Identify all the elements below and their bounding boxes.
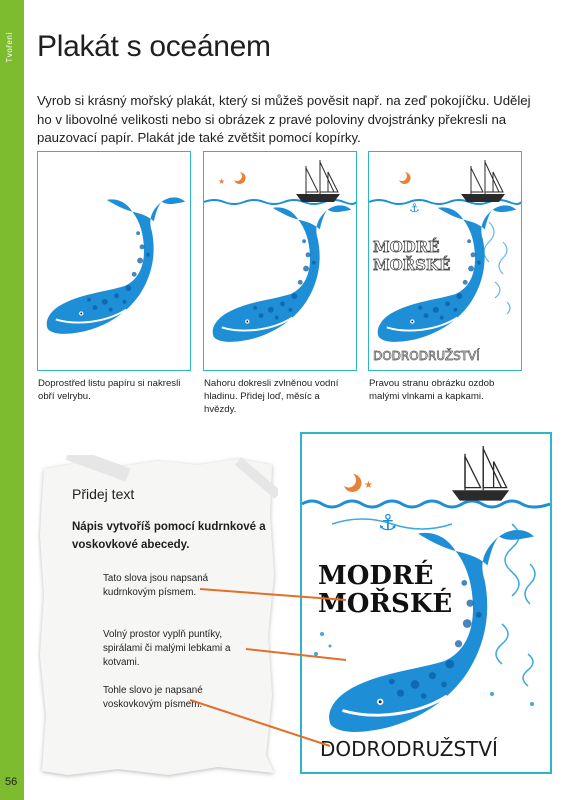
note-crayon-font: Tohle slovo je napsané voskovkovým písmem. (103, 685, 203, 710)
sidebar-strip (0, 0, 24, 800)
step-1-image (37, 151, 191, 371)
svg-text:MOŘSKÉ: MOŘSKÉ (373, 256, 451, 274)
page-number: 56 (5, 776, 18, 788)
box-lead: Nápis vytvoříš pomocí kudrnkové a voskovkové abecedy. (72, 521, 266, 551)
page-title: Plakát s oceánem (37, 30, 271, 63)
svg-text:DODRODRUŽSTVÍ: DODRODRUŽSTVÍ (320, 737, 498, 761)
note-curly-font: Tato slova jsou napsaná kudrnkovým písmem. (103, 573, 209, 598)
step-2-caption: Nahoru dokresli zvlněnou vodní hladinu. Přidej loď, měsíc a hvězdy. (204, 378, 339, 415)
step-1-caption: Doprostřed listu papíru si nakresli obří velrybu. (38, 378, 181, 402)
svg-text:MOŘSKÉ: MOŘSKÉ (318, 589, 453, 619)
note-fill-space: Volný prostor vyplň puntíky, spirálami či malými lebkami a kotvami. (103, 629, 231, 668)
step-3-caption: Pravou stranu obrázku ozdob malými vlnkami a kapkami. (369, 378, 495, 402)
svg-text:DODRODRUŽSTVÍ: DODRODRUŽSTVÍ (373, 349, 480, 363)
box-title: Přidej text (72, 486, 135, 502)
svg-text:MODRÉ: MODRÉ (373, 238, 440, 256)
svg-text:⚓: ⚓ (378, 511, 398, 536)
svg-text:★: ★ (364, 480, 373, 491)
intro-text: Vyrob si krásný mořský plakát, který si můžeš pověsit např. na zeď pokojíčku. Udělej ho v libovolné velikosti nebo si obrázek z pravé poloviny dvojstránky překresli na pauzovací papír. Plakát jde také zvětšit pomocí kopírky. (37, 93, 531, 145)
svg-text:★: ★ (218, 177, 226, 186)
poster-image (300, 432, 552, 774)
step-2-image (203, 151, 357, 371)
svg-text:⚓: ⚓ (409, 201, 420, 215)
svg-text:MODRÉ: MODRÉ (318, 561, 434, 591)
torn-paper-box (38, 455, 278, 780)
section-label: Tvoření (5, 32, 14, 63)
step-3-image (368, 151, 522, 371)
